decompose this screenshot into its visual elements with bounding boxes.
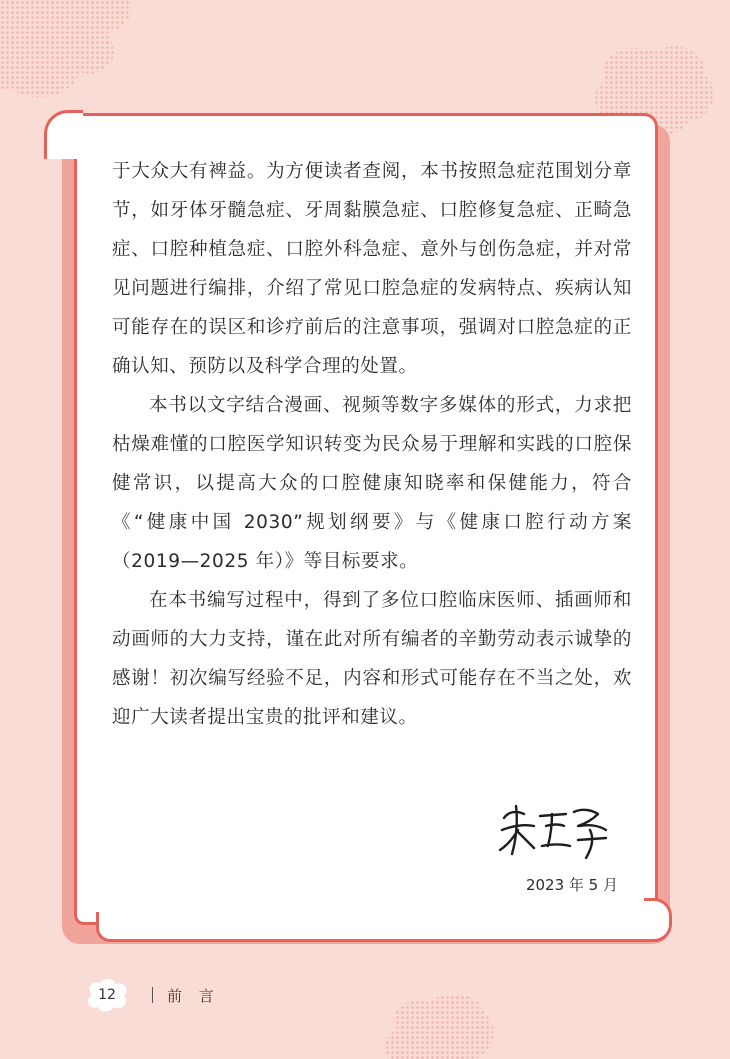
handwritten-signature [494, 796, 614, 866]
scroll-curl-bottom [96, 912, 670, 942]
scroll-curl-bottom-right [644, 898, 672, 942]
page-footer [84, 978, 220, 1012]
dotted-blob-top-left [0, 0, 140, 110]
paragraph-2: 本书以文字结合漫画、视频等数字多媒体的形式，力求把枯燥难懂的口腔医学知识转变为民众易于理解和实践的口腔保健常识，以提高大众的口腔健康知晓率和保健能力，符合《“健康中国 2030”规划纲要》与《健康口腔行动方案（2019—2025 年）》等目标要求。 [112, 395, 632, 572]
signature-date: 2023 年 5 月 [525, 876, 618, 894]
footer-separator [152, 987, 153, 1003]
preface-text [112, 152, 632, 737]
paragraph-3: 在本书编写过程中，得到了多位口腔临床医师、插画师和动画师的大力支持，谨在此对所有编者的辛勤劳动表示诚挚的感谢！初次编写经验不足，内容和形式可能存在不当之处，欢迎广大读者提出宝贵的批评和建议。 [112, 590, 632, 728]
paragraph-1: 于大众大有裨益。为方便读者查阅，本书按照急症范围划分章节，如牙体牙髓急症、牙周黏膜急症、口腔修复急症、正畸急症、口腔种植急症、口腔外科急症、意外与创伤急症，并对常见问题进行编排，介绍了常见口腔急症的发病特点、疾病认知可能存在的误区和诊疗前后的注意事项，强调对口腔急症的正确认知、预防以及科学合理的处置。 [112, 161, 632, 377]
scroll-curl-top [44, 110, 83, 159]
page-number-badge [84, 978, 130, 1012]
dotted-blob-bottom-right [380, 985, 500, 1059]
page-number: 12 [98, 987, 116, 1003]
section-label: 前 言 [167, 986, 220, 1005]
